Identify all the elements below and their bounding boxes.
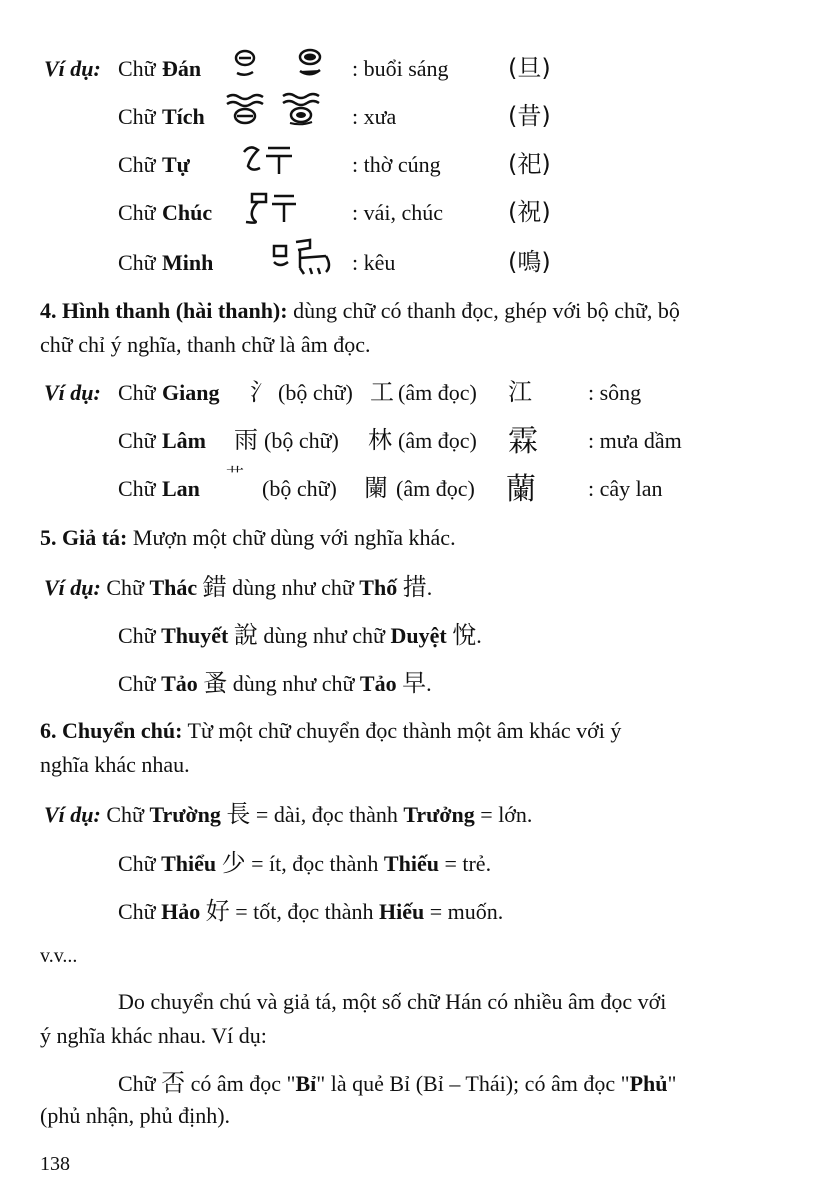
meaning: : buổi sáng (352, 56, 449, 81)
character-name: Trường (149, 802, 221, 827)
example-prefix: Ví dụ: (44, 802, 101, 827)
character-name-2: Thố (359, 575, 398, 600)
modern-hanzi: (旦) (508, 54, 551, 82)
closing-text-b: có âm đọc " (190, 1071, 296, 1096)
ancient-glyph-pair (232, 46, 338, 80)
chu-label: Chữ (118, 200, 156, 225)
closing-bi: Bỉ (295, 1071, 317, 1096)
page-number: 138 (40, 1153, 70, 1175)
equals-text-2: = trẻ. (444, 851, 492, 876)
equals-text-1: = tốt, đọc thành (235, 899, 374, 924)
meaning: : sông (588, 380, 642, 405)
equals-text-2: = muốn. (429, 899, 504, 924)
closing-line-2: ý nghĩa khác nhau. Ví dụ: (40, 1023, 267, 1048)
chu-label: Chữ (118, 671, 156, 696)
character-name: Tự (162, 152, 190, 177)
equals-text-1: = ít, đọc thành (251, 851, 379, 876)
meaning: : thờ cúng (352, 152, 441, 177)
radical-hanzi: 氵 (250, 378, 274, 406)
example-prefix: Ví dụ: (44, 575, 101, 600)
section-4-heading: 4. Hình thanh (hài thanh): (40, 298, 288, 323)
closing-line-4: (phủ nhận, phủ định). (40, 1103, 231, 1128)
example-row-thac (44, 572, 432, 602)
hanzi-2: 悅 (452, 621, 477, 649)
end-punct: . (426, 671, 432, 696)
end-punct: . (476, 623, 482, 648)
closing-phu: Phủ (629, 1071, 668, 1096)
character-name: Đán (162, 56, 202, 81)
result-hanzi: 霖 (508, 424, 538, 459)
character-name: Thiểu (161, 851, 217, 876)
hanzi: 蚤 (203, 669, 228, 697)
closing-line-3 (118, 1068, 676, 1098)
mid-text: dùng như chữ (263, 623, 385, 648)
example-prefix: Ví dụ: (44, 56, 101, 81)
section-6-paragraph (40, 717, 810, 745)
chu-label: Chữ (118, 899, 156, 924)
character-name-2: Thiếu (383, 851, 439, 876)
character-name: Tích (162, 104, 205, 129)
section-4-paragraph (40, 297, 810, 325)
section-4-text-1: dùng chữ có thanh đọc, ghép với bộ chữ, bộ (293, 298, 680, 323)
chu-label: Chữ (118, 380, 156, 405)
waves-sun-glyph-2-icon (280, 92, 324, 126)
kneeling-altar-glyph-icon (240, 190, 300, 224)
ancient-glyph-pair (224, 92, 324, 126)
character-name: Tảo (161, 671, 198, 696)
radical-hanzi: 雨 (234, 426, 258, 454)
character-name: Lâm (162, 428, 206, 453)
meaning: : xưa (352, 104, 397, 129)
hanzi: 錯 (202, 573, 227, 601)
hanzi-2: 早 (402, 669, 427, 697)
chu-label: Chữ (106, 575, 144, 600)
phonetic-hanzi: 闌 (364, 474, 388, 502)
chu-label: Chữ (118, 623, 156, 648)
meaning: : vái, chúc (352, 200, 444, 225)
equals-text-2: = lớn. (480, 802, 533, 827)
bird-mouth-glyph-icon (270, 238, 340, 278)
example-prefix: Ví dụ: (44, 380, 101, 405)
chu-label: Chữ (118, 476, 156, 501)
radical-label: (bộ chữ) (262, 476, 337, 501)
chu-label: Chữ (118, 152, 156, 177)
modern-hanzi: (鳴) (508, 248, 551, 276)
example-row-truong (44, 799, 532, 829)
radical-label: (bộ chữ) (278, 380, 353, 405)
example-row-thuyet (118, 620, 482, 650)
hanzi: 少 (221, 849, 246, 877)
example-row-thieu (118, 848, 491, 878)
example-row-tao (118, 668, 432, 698)
character-name: Chúc (162, 200, 213, 225)
section-6-text-1: Từ một chữ chuyển đọc thành một âm khác với ý (187, 718, 622, 743)
character-name: Thuyết (161, 623, 229, 648)
meaning: : mưa dầm (588, 428, 682, 453)
ancient-glyph (240, 190, 300, 224)
phonetic-hanzi: 工 (370, 378, 394, 406)
closing-text-c: " là quẻ Bỉ (Bỉ – Thái); có âm đọc " (316, 1071, 630, 1096)
hanzi: 長 (226, 800, 251, 828)
altar-figure-glyph-icon (240, 142, 296, 176)
character-name-2: Trưởng (403, 802, 475, 827)
hanzi: 好 (205, 897, 230, 925)
section-4-text-2: chữ chỉ ý nghĩa, thanh chữ là âm đọc. (40, 332, 371, 357)
chu-label: Chữ (106, 802, 144, 827)
character-name-2: Duyệt (390, 623, 447, 648)
character-name: Minh (162, 250, 214, 275)
hanzi: 說 (233, 621, 258, 649)
hanzi-2: 措 (402, 573, 427, 601)
mid-text: dùng như chữ (232, 575, 354, 600)
closing-line-1: Do chuyển chú và giả tá, một số chữ Hán có nhiều âm đọc với (118, 989, 667, 1014)
meaning: : kêu (352, 250, 396, 275)
mid-text: dùng như chữ (232, 671, 355, 696)
character-name: Lan (162, 476, 200, 501)
section-5-heading: 5. Giả tá: (40, 525, 128, 550)
example-row-hao (118, 896, 503, 926)
ancient-glyph (270, 238, 340, 278)
modern-hanzi: (祀) (508, 150, 551, 178)
character-name: Thác (149, 575, 198, 600)
section-6-text-2: nghĩa khác nhau. (40, 752, 190, 777)
section-5-paragraph (40, 524, 456, 552)
phonetic-hanzi: 林 (368, 426, 392, 454)
sun-dark-glyph-icon (294, 46, 338, 80)
phonetic-label: (âm đọc) (396, 476, 475, 501)
phonetic-label: (âm đọc) (398, 428, 477, 453)
character-name-2: Tảo (359, 671, 397, 696)
equals-text-1: = dài, đọc thành (255, 802, 398, 827)
modern-hanzi: (昔) (508, 102, 551, 130)
chu-label: Chữ (118, 428, 156, 453)
phonetic-label: (âm đọc) (398, 380, 477, 405)
ancient-glyph (240, 142, 296, 176)
character-name-2: Hiếu (379, 899, 425, 924)
chu-label: Chữ (118, 250, 156, 275)
character-name: Giang (162, 380, 220, 405)
end-punct: . (426, 575, 433, 600)
chu-label: Chữ (118, 851, 156, 876)
radical-hanzi: 艹 (226, 465, 244, 486)
closing-chu: Chữ (118, 1071, 156, 1096)
modern-hanzi: (祝) (508, 198, 551, 226)
etc-text: v.v... (40, 945, 78, 967)
chu-label: Chữ (118, 104, 156, 129)
result-hanzi: 蘭 (506, 472, 536, 507)
meaning: : cây lan (588, 476, 663, 501)
closing-text-d: " (667, 1071, 677, 1096)
result-hanzi: 江 (508, 378, 532, 406)
radical-label: (bộ chữ) (264, 428, 339, 453)
section-6-heading: 6. Chuyển chú: (40, 718, 183, 743)
closing-hanzi: 否 (161, 1069, 186, 1097)
sun-circle-glyph-icon (232, 46, 276, 80)
waves-sun-glyph-icon (224, 92, 268, 126)
chu-label: Chữ (118, 56, 156, 81)
section-5-text: Mượn một chữ dùng với nghĩa khác. (132, 525, 456, 550)
character-name: Hảo (161, 899, 201, 924)
